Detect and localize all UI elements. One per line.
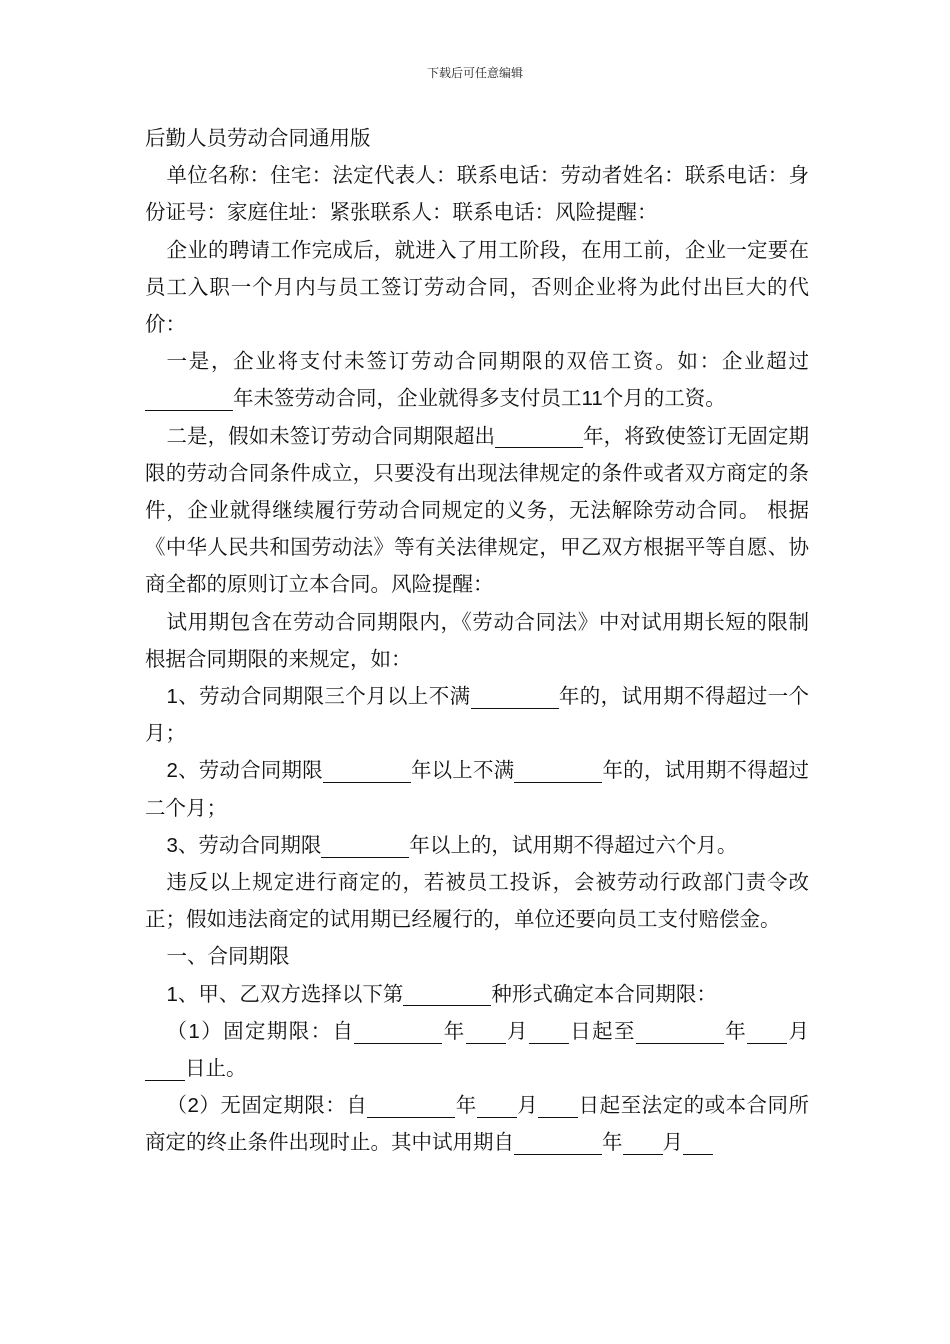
blank-open-start-year[interactable] [367, 1096, 455, 1119]
risk-two-paragraph [145, 418, 809, 604]
blank-item1-years[interactable] [471, 686, 559, 709]
blank-end-year[interactable] [636, 1021, 724, 1044]
trial-item-2 [145, 752, 809, 826]
item-text-b: 年的，试用期不得超过一个月； [145, 684, 810, 746]
risk-one-paragraph [145, 343, 809, 417]
clause-text-b: 种形式确定本合同期限： [491, 981, 717, 1006]
blank-item3-years[interactable] [321, 835, 409, 858]
blank-start-day[interactable] [529, 1021, 569, 1044]
document-title: 后勤人员劳动合同通用版 [145, 126, 371, 150]
violation-paragraph: 违反以上规定进行商定的，若被员工投诉，会被劳动行政部门责令改正；假如违法商定的试用期已经履行的，单位还要向员工支付赔偿金。 [145, 870, 809, 932]
blank-start-month[interactable] [466, 1021, 506, 1044]
risk-two-text-a: 二是，假如未签订劳动合同期限超出 [166, 423, 496, 448]
item-number: 3 [166, 833, 178, 857]
trial-item-1 [145, 678, 809, 752]
year-label: 年 [455, 1093, 477, 1118]
blank-trial-start-month[interactable] [623, 1133, 663, 1156]
month-label: 月 [787, 1018, 810, 1043]
item-number: 1 [166, 685, 178, 709]
day-end-label: 日止。 [185, 1056, 247, 1081]
year-label: 年 [723, 1018, 748, 1043]
item-text-a: 、劳动合同期限 [177, 832, 322, 857]
trial-paragraph: 试用期包含在劳动合同期限内，《劳动合同法》中对试用期长短的限制根据合同期限的来规定，如： [145, 609, 809, 671]
document-body [145, 120, 809, 1162]
item-number: 2 [166, 759, 178, 783]
day-from-label: 日起至 [568, 1018, 636, 1043]
parties-paragraph: 单位名称：住宅：法定代表人：联系电话：劳动者姓名：联系电话：身份证号：家庭住址：紧张联系人：联系电话：风险提醒： [145, 163, 809, 225]
year-label: 年 [442, 1018, 466, 1043]
blank-open-start-day[interactable] [538, 1096, 578, 1119]
blank-end-day[interactable] [145, 1058, 185, 1081]
open-ended-option [145, 1087, 809, 1161]
blank-trial-start-year[interactable] [514, 1133, 602, 1156]
option-number: 2 [187, 1094, 199, 1118]
year-label: 年 [602, 1130, 623, 1155]
blank-start-year[interactable] [354, 1021, 442, 1044]
blank-years-exceeded[interactable] [495, 426, 583, 449]
blank-item2-years-to[interactable] [514, 761, 602, 784]
clause-text-a: 、甲、乙双方选择以下第 [177, 981, 404, 1006]
blank-trial-start-day[interactable] [683, 1133, 713, 1156]
open-ended-text-b: 日起至法定的或本合同所商定的终止条件出现时止。其中试用期自 [145, 1093, 810, 1155]
item-text-b: 年以上的，试用期不得超过六个月。 [409, 832, 738, 857]
option-number: 1 [188, 1019, 200, 1043]
paren-close: ） [199, 1018, 224, 1043]
paren-close: ） [198, 1093, 221, 1118]
blank-item2-years-from[interactable] [323, 761, 411, 784]
trial-item-3 [145, 827, 809, 864]
intro-paragraph: 企业的聘请工作完成后，就进入了用工阶段，在用工前，企业一定要在员工入职一个月内与员工签订劳动合同，否则企业将为此付出巨大的代价： [145, 237, 809, 337]
blank-end-month[interactable] [747, 1021, 787, 1044]
clause-1 [145, 976, 809, 1013]
month-label: 月 [505, 1018, 529, 1043]
paren-open: （ [166, 1018, 189, 1043]
blank-form-choice[interactable] [403, 984, 491, 1007]
section-heading-term: 一、合同期限 [166, 944, 290, 969]
risk-one-text-c: 个月的工资。 [602, 386, 726, 411]
blank-open-start-month[interactable] [477, 1096, 517, 1119]
paren-open: （ [166, 1093, 188, 1118]
clause-number: 1 [166, 982, 178, 1006]
fixed-term-option [145, 1013, 809, 1087]
month-label: 月 [662, 1130, 683, 1155]
item-text-a: 、劳动合同期限三个月以上不满 [177, 684, 471, 709]
item-text-c: 年的，试用期不得超过二个月； [145, 758, 810, 820]
open-ended-text-a: 无固定期限：自 [220, 1093, 368, 1118]
month-label: 月 [516, 1093, 539, 1118]
risk-one-text-a: 一是，企业将支付未签订劳动合同期限的双倍工资。如：企业超过 [166, 349, 809, 374]
risk-one-text-b: 年未签劳动合同，企业就得多支付员工 [233, 386, 582, 411]
page-header: 下载后可任意编辑 [426, 66, 523, 80]
fixed-text-a: 固定期限：自 [223, 1018, 355, 1043]
months-number: 11 [581, 387, 603, 411]
item-text-a: 、劳动合同期限 [177, 758, 323, 783]
blank-years-unsigned[interactable] [145, 389, 233, 412]
item-text-b: 年以上不满 [410, 758, 515, 783]
risk-two-text-b: 年，将致使签订无固定期限的劳动合同条件成立，只要没有出现法律规定的条件或者双方商定的条件，企业就得继续履行劳动合同规定的义务，无法解除劳动合同。 根据《中华人民共和国劳动法》等有关法律规定，甲乙双方根据平等自愿、协商全都的原则订立本合同。风险提醒： [145, 423, 810, 597]
